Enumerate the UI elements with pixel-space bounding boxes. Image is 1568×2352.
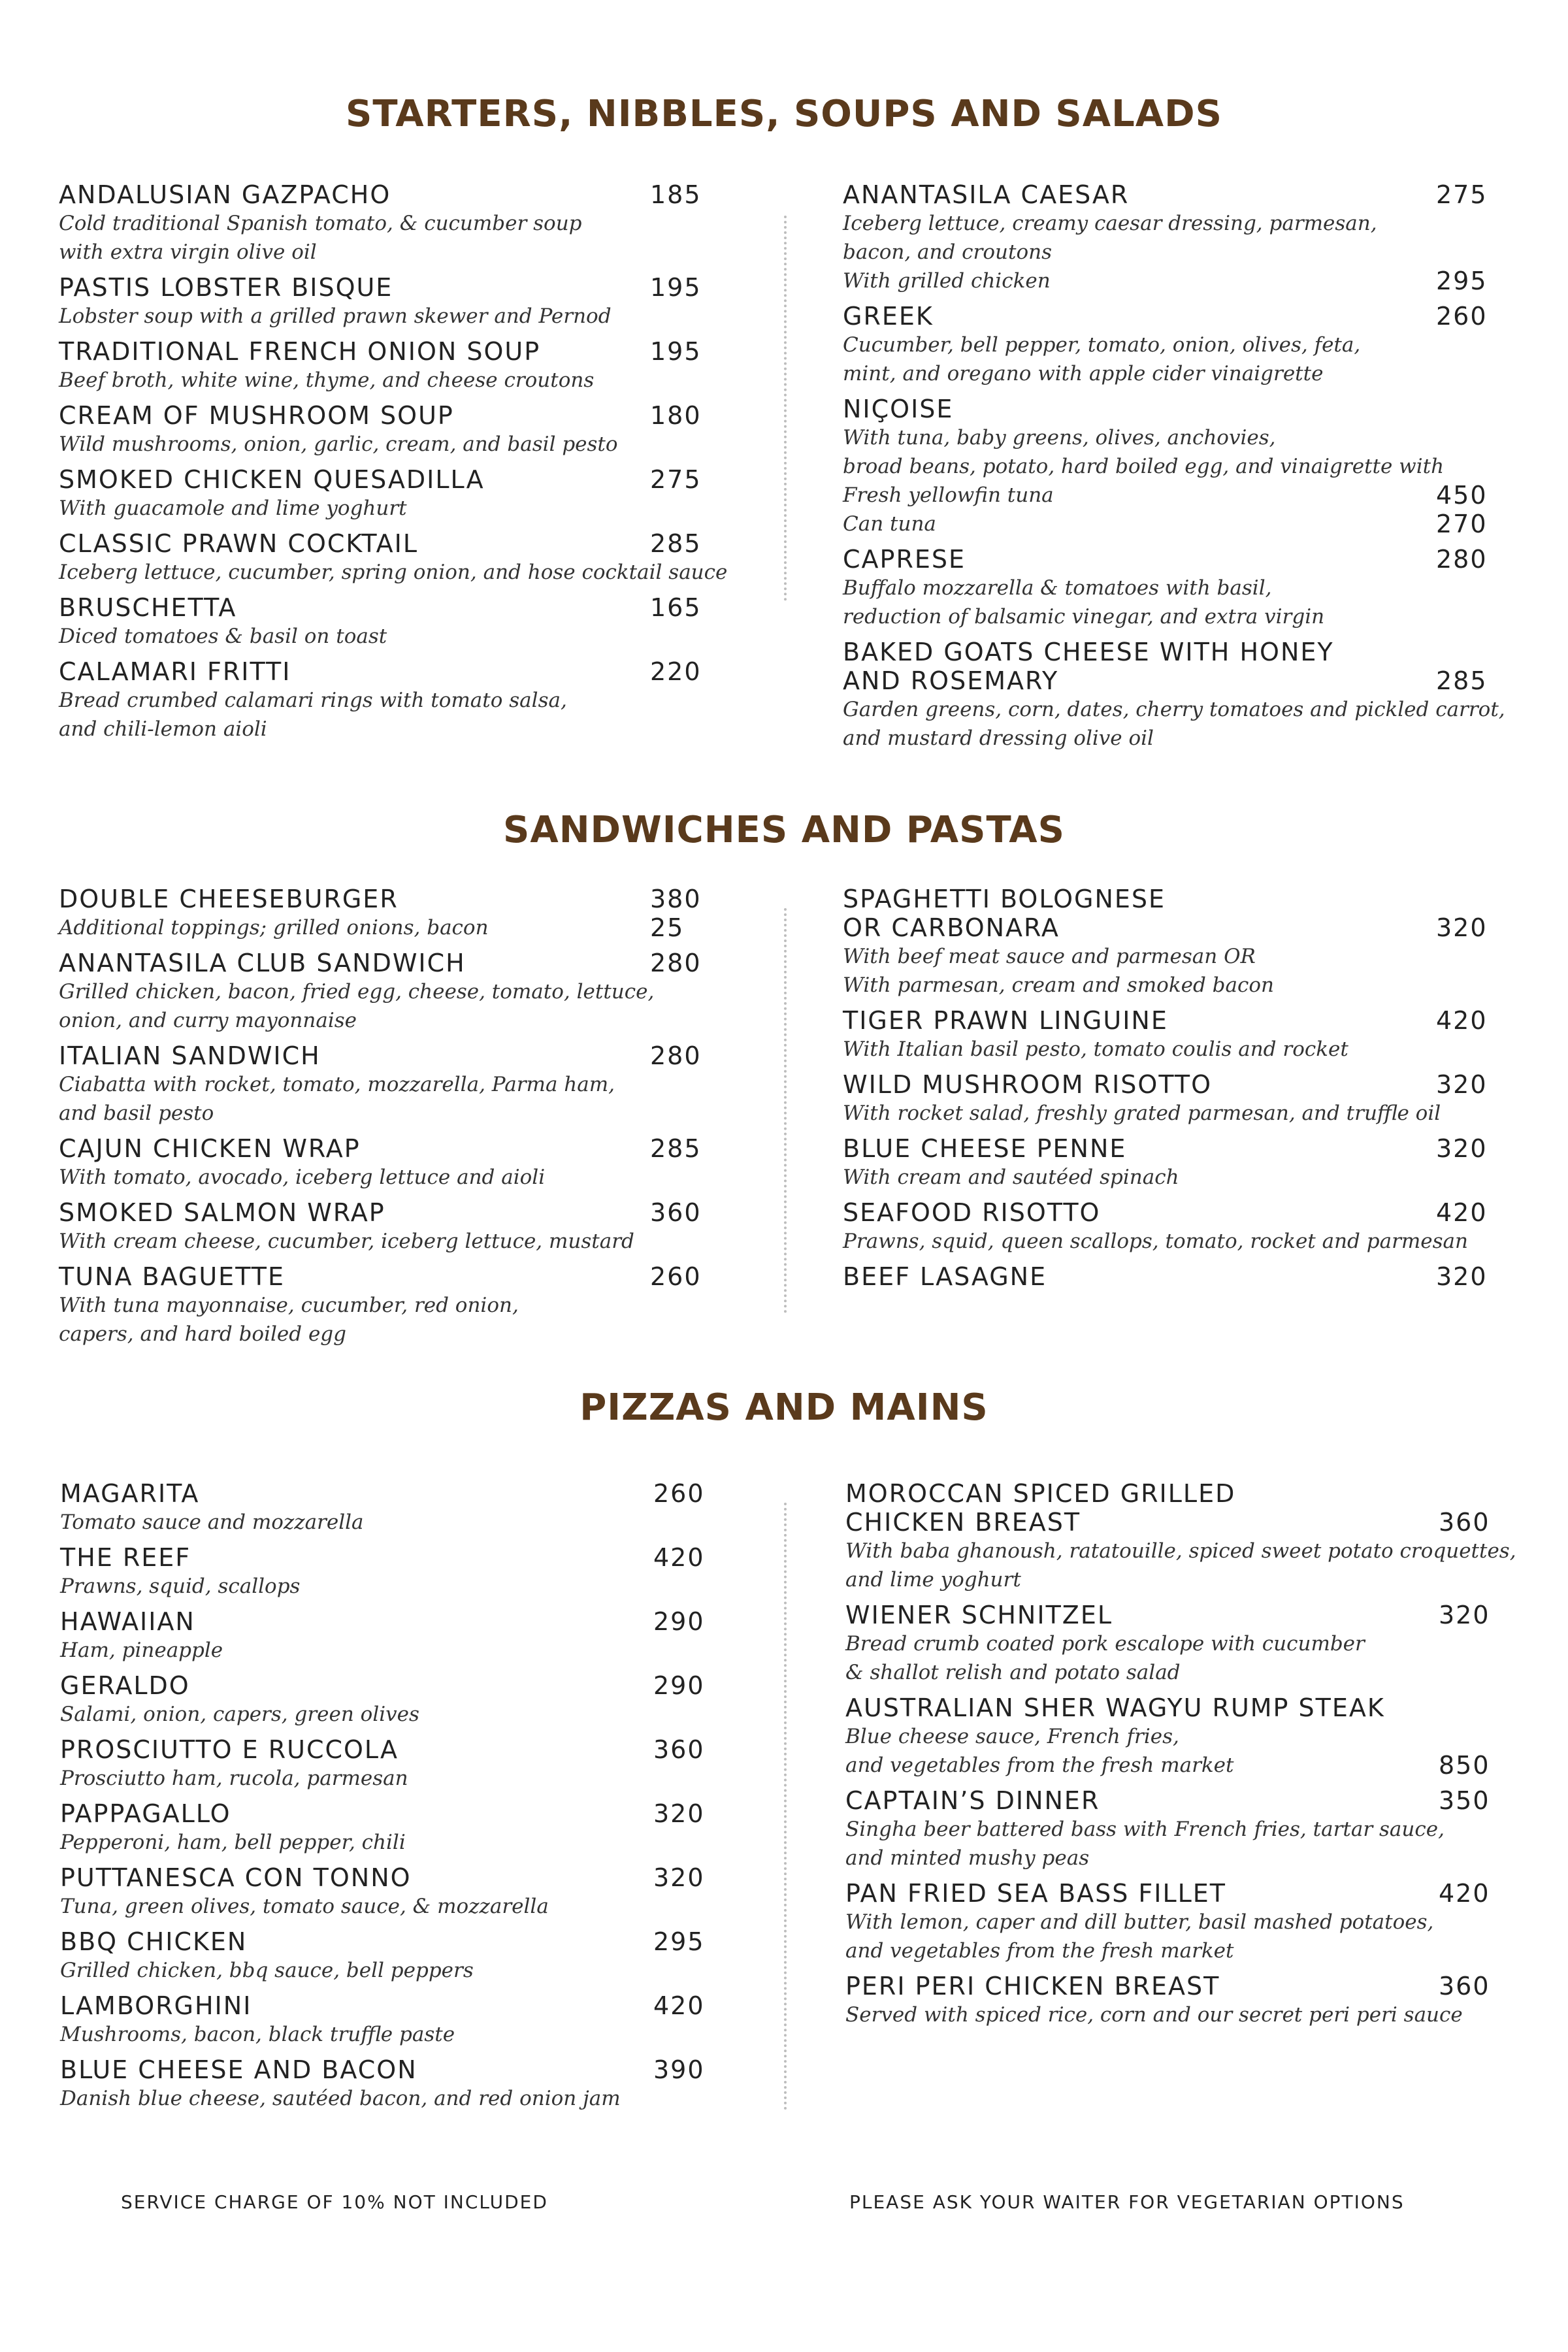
menu-item-name: CLASSIC PRAWN COCKTAIL	[59, 529, 418, 558]
menu-option-label: Additional toppings; grilled onions, bacon	[59, 916, 489, 939]
menu-item	[843, 302, 1522, 388]
menu-item	[843, 180, 1522, 295]
menu-item	[843, 545, 1522, 631]
menu-item-description: Tuna, green olives, tomato sauce, & mozzarella	[60, 1895, 549, 1918]
menu-item-price: 390	[653, 2055, 705, 2084]
menu-item-description: Lobster soup with a grilled prawn skewer and Pernod	[59, 304, 612, 328]
menu-item-description: capers, and hard boiled egg	[59, 1322, 346, 1346]
menu-item-name: BEEF LASAGNE	[843, 1262, 1047, 1291]
menu-item-description: Beef broth, white wine, thyme, and cheese croutons	[59, 368, 595, 392]
menu-item-name: BBQ CHICKEN	[60, 1927, 248, 1956]
menu-item-price: 360	[653, 1735, 705, 1764]
menu-item-price: 290	[653, 1607, 705, 1636]
menu-item-price: 420	[1439, 1879, 1490, 1908]
menu-item-description: With tuna mayonnaise, cucumber, red onion,	[59, 1294, 519, 1317]
menu-item	[60, 2055, 740, 2113]
menu-option-label: With grilled chicken	[843, 269, 1051, 293]
menu-item-price: 420	[653, 1991, 705, 2020]
menu-item	[60, 1927, 740, 1985]
menu-item	[59, 337, 738, 395]
section-title-sandwiches: SANDWICHES AND PASTAS	[503, 809, 1065, 851]
menu-item-description: Mushrooms, bacon, black truffle paste	[60, 2023, 455, 2046]
menu-item-name: PERI PERI CHICKEN BREAST	[845, 1972, 1220, 2001]
menu-item-name: SMOKED SALMON WRAP	[59, 1198, 385, 1227]
sandwiches-column-divider	[784, 908, 787, 1313]
service-charge-note: SERVICE CHARGE OF 10% NOT INCLUDED	[121, 2191, 548, 2213]
menu-item	[59, 657, 738, 743]
menu-option-price: 450	[1436, 481, 1488, 510]
menu-item-name: BLUE CHEESE AND BACON	[60, 2055, 417, 2084]
menu-item	[60, 1991, 740, 2049]
menu-item-option	[845, 1751, 1525, 1780]
menu-item	[843, 1198, 1522, 1256]
menu-item-price: 275	[1436, 180, 1488, 209]
menu-item-description: Ciabatta with rocket, tomato, mozzarella, Parma ham,	[59, 1073, 615, 1096]
menu-item-name: TIGER PRAWN LINGUINE	[843, 1006, 1168, 1035]
menu-item-name: SMOKED CHICKEN QUESADILLA	[59, 465, 485, 494]
menu-item-description: Tomato sauce and mozzarella	[60, 1511, 364, 1534]
menu-item	[843, 1070, 1522, 1128]
menu-item-description: With tuna, baby greens, olives, anchovies,	[843, 426, 1276, 449]
menu-option-price: 850	[1439, 1751, 1490, 1780]
menu-item-price: 360	[650, 1198, 702, 1227]
menu-item-description: bacon, and croutons	[843, 240, 1052, 264]
menu-item-price: 195	[650, 337, 702, 366]
menu-item-price: 295	[653, 1927, 705, 1956]
menu-item-description: broad beans, potato, hard boiled egg, and vinaigrette with	[843, 455, 1445, 478]
menu-item-description: onion, and curry mayonnaise	[59, 1009, 357, 1032]
menu-item-price: 180	[650, 401, 702, 430]
menu-item-name: BRUSCHETTA	[59, 593, 237, 622]
menu-item-name: PAN FRIED SEA BASS FILLET	[845, 1879, 1227, 1908]
menu-item	[59, 949, 738, 1035]
menu-item-price: 420	[1436, 1006, 1488, 1035]
menu-item-price: 320	[1436, 1070, 1488, 1099]
menu-item-name: THE REEF	[60, 1543, 191, 1572]
menu-item-price: 165	[650, 593, 702, 622]
menu-item-description: Garden greens, corn, dates, cherry tomatoes and pickled carrot,	[843, 698, 1505, 721]
menu-item-name: PASTIS LOBSTER BISQUE	[59, 273, 393, 302]
menu-item-name: CALAMARI FRITTI	[59, 657, 291, 686]
section-title-pizzas: PIZZAS AND MAINS	[580, 1386, 988, 1429]
menu-item-price: 195	[650, 273, 702, 302]
menu-item-name-continued: OR CARBONARA	[843, 913, 1060, 942]
menu-item-option	[843, 267, 1522, 295]
menu-item	[60, 1863, 740, 1921]
menu-item-name: PAPPAGALLO	[60, 1799, 231, 1828]
menu-item-price: 280	[1436, 545, 1488, 574]
menu-item-name: ITALIAN SANDWICH	[59, 1041, 321, 1070]
menu-item-description: and basil pesto	[59, 1102, 214, 1125]
menu-item-price: 320	[1436, 1134, 1488, 1163]
menu-item-description: and lime yoghurt	[845, 1568, 1021, 1592]
menu-item	[843, 1262, 1522, 1291]
menu-item-name: PUTTANESCA CON TONNO	[60, 1863, 412, 1892]
menu-item-description: Grilled chicken, bbq sauce, bell peppers	[60, 1959, 474, 1982]
menu-item-description: With beef meat sauce and parmesan OR	[843, 945, 1256, 968]
menu-item-description: Diced tomatoes & basil on toast	[59, 625, 387, 648]
menu-item-name: ANDALUSIAN GAZPACHO	[59, 180, 391, 209]
menu-item	[843, 885, 1522, 1000]
menu-item-name: BLUE CHEESE PENNE	[843, 1134, 1127, 1163]
menu-item-description: Prawns, squid, queen scallops, tomato, rocket and parmesan	[843, 1230, 1468, 1253]
menu-item-description: Danish blue cheese, sautéed bacon, and red onion jam	[60, 2087, 621, 2110]
menu-item-description: Prosciutto ham, rucola, parmesan	[60, 1767, 408, 1790]
menu-item-name: CAPTAIN’S DINNER	[845, 1786, 1100, 1815]
menu-option-price: 270	[1436, 510, 1488, 538]
menu-item-name: TRADITIONAL FRENCH ONION SOUP	[59, 337, 541, 366]
menu-item-name: MAGARITA	[60, 1479, 200, 1508]
menu-item-description: Cold traditional Spanish tomato, & cucumber soup	[59, 212, 582, 235]
menu-item-price: 320	[1439, 1601, 1490, 1629]
menu-item-description: and minted mushy peas	[845, 1846, 1090, 1870]
menu-item-name: BAKED GOATS CHEESE WITH HONEY	[843, 638, 1334, 666]
menu-item-price: 275	[650, 465, 702, 494]
menu-item-name: ANANTASILA CAESAR	[843, 180, 1130, 209]
menu-item-name-continued: AND ROSEMARY	[843, 666, 1059, 695]
menu-item	[59, 1198, 738, 1256]
menu-item	[59, 180, 738, 267]
menu-item-price: 320	[1436, 913, 1488, 942]
menu-item-option	[59, 913, 738, 942]
menu-item-description: Ham, pineapple	[60, 1639, 223, 1662]
starters-left-column	[59, 180, 738, 750]
menu-item	[60, 1607, 740, 1665]
menu-item	[59, 885, 738, 942]
menu-item	[59, 1041, 738, 1128]
menu-item-description: With baba ghanoush, ratatouille, spiced sweet potato croquettes,	[845, 1539, 1516, 1563]
menu-item-name: SEAFOOD RISOTTO	[843, 1198, 1101, 1227]
menu-item	[60, 1799, 740, 1857]
menu-item-description: Grilled chicken, bacon, fried egg, cheese, tomato, lettuce,	[59, 980, 655, 1004]
menu-item-description: With tomato, avocado, iceberg lettuce and aioli	[59, 1166, 546, 1189]
menu-item	[845, 1693, 1525, 1780]
menu-item-name: ANANTASILA CLUB SANDWICH	[59, 949, 466, 977]
menu-item-description: with extra virgin olive oil	[59, 240, 317, 264]
menu-option-label: and vegetables from the fresh market	[845, 1754, 1234, 1777]
menu-item-description: Blue cheese sauce, French fries,	[845, 1725, 1179, 1748]
menu-item-description: Iceberg lettuce, cucumber, spring onion, and hose cocktail sauce	[59, 561, 728, 584]
menu-item-description: reduction of balsamic vinegar, and extra virgin	[843, 605, 1325, 629]
menu-item-name: AUSTRALIAN SHER WAGYU RUMP STEAK	[845, 1693, 1385, 1722]
menu-item-description: Prawns, squid, scallops	[60, 1575, 301, 1598]
menu-item-description: With Italian basil pesto, tomato coulis and rocket	[843, 1037, 1348, 1061]
menu-item-price: 280	[650, 949, 702, 977]
menu-item-name: GREEK	[843, 302, 934, 331]
menu-item-price: 260	[1436, 302, 1488, 331]
section-title-starters: STARTERS, NIBBLES, SOUPS AND SALADS	[346, 93, 1222, 135]
menu-item-name: DOUBLE CHEESEBURGER	[59, 885, 399, 913]
vegetarian-options-note: PLEASE ASK YOUR WAITER FOR VEGETARIAN OPTIONS	[849, 2191, 1405, 2213]
menu-item	[845, 1786, 1525, 1872]
menu-item-price: 320	[653, 1799, 705, 1828]
menu-item-price: 350	[1439, 1786, 1490, 1815]
menu-item-description: Bread crumbed calamari rings with tomato salsa,	[59, 689, 567, 712]
menu-item-description: With cream cheese, cucumber, iceberg lettuce, mustard	[59, 1230, 634, 1253]
menu-item-name: MOROCCAN SPICED GRILLED	[845, 1479, 1236, 1508]
menu-item-description: With guacamole and lime yoghurt	[59, 497, 407, 520]
menu-item-price: 260	[650, 1262, 702, 1291]
menu-item	[843, 395, 1522, 538]
menu-option-label: Fresh yellowfin tuna	[843, 483, 1054, 507]
menu-item	[59, 1262, 738, 1348]
menu-item-description: Served with spiced rice, corn and our secret peri peri sauce	[845, 2003, 1463, 2027]
menu-item-price: 380	[650, 885, 702, 913]
menu-item-price: 260	[653, 1479, 705, 1508]
menu-item	[845, 1479, 1525, 1594]
menu-item-price: 285	[650, 1134, 702, 1163]
menu-item	[843, 1134, 1522, 1192]
menu-item-name: CREAM OF MUSHROOM SOUP	[59, 401, 454, 430]
menu-item-name: GERALDO	[60, 1671, 190, 1700]
menu-item-option	[843, 510, 1522, 538]
menu-item-name: PROSCIUTTO E RUCCOLA	[60, 1735, 399, 1764]
menu-item-price: 280	[650, 1041, 702, 1070]
menu-item-description: & shallot relish and potato salad	[845, 1661, 1181, 1684]
menu-item	[59, 465, 738, 523]
menu-item-price: 185	[650, 180, 702, 209]
menu-item	[60, 1735, 740, 1793]
menu-item	[59, 273, 738, 331]
menu-item-description: With parmesan, cream and smoked bacon	[843, 973, 1274, 997]
menu-item-name: CAPRESE	[843, 545, 966, 574]
menu-item-description: and mustard dressing olive oil	[843, 727, 1154, 750]
menu-item	[59, 401, 738, 459]
menu-item-name-continued: CHICKEN BREAST	[845, 1508, 1081, 1537]
menu-item-price: 420	[1436, 1198, 1488, 1227]
menu-item-description: With rocket salad, freshly grated parmesan, and truffle oil	[843, 1102, 1441, 1125]
menu-item-name: LAMBORGHINI	[60, 1991, 252, 2020]
menu-item	[60, 1543, 740, 1601]
menu-item-name: NIÇOISE	[843, 395, 954, 423]
pastas-right-column	[843, 885, 1522, 1298]
menu-item-description: Pepperoni, ham, bell pepper, chili	[60, 1831, 406, 1854]
menu-item	[845, 1972, 1525, 2029]
menu-item-name: TUNA BAGUETTE	[59, 1262, 285, 1291]
menu-item-description: Wild mushrooms, onion, garlic, cream, and basil pesto	[59, 433, 618, 456]
menu-item-name: CAJUN CHICKEN WRAP	[59, 1134, 361, 1163]
menu-option-label: Can tuna	[843, 512, 936, 536]
menu-item	[845, 1601, 1525, 1687]
menu-item-price: 420	[653, 1543, 705, 1572]
menu-item-description: Cucumber, bell pepper, tomato, onion, olives, feta,	[843, 333, 1361, 357]
menu-item-name: SPAGHETTI BOLOGNESE	[843, 885, 1166, 913]
menu-item-description: With cream and sautéed spinach	[843, 1166, 1179, 1189]
menu-item-description: and chili-lemon aioli	[59, 717, 267, 741]
menu-item-price: 360	[1439, 1508, 1490, 1537]
menu-item-price: 320	[1436, 1262, 1488, 1291]
menu-item-description: Singha beer battered bass with French fries, tartar sauce,	[845, 1818, 1445, 1841]
menu-item-name: WIENER SCHNITZEL	[845, 1601, 1113, 1629]
menu-option-price: 295	[1436, 267, 1488, 295]
mains-right-column	[845, 1479, 1525, 2036]
menu-item-price: 360	[1439, 1972, 1490, 2001]
menu-item	[60, 1479, 740, 1537]
menu-item	[59, 529, 738, 587]
menu-item	[843, 638, 1522, 753]
menu-item-description: Buffalo mozzarella & tomatoes with basil,	[843, 576, 1272, 600]
pizzas-left-column	[60, 1479, 740, 2119]
menu-option-price: 25	[650, 913, 685, 942]
sandwiches-left-column	[59, 885, 738, 1355]
menu-item	[59, 1134, 738, 1192]
starters-right-column	[843, 180, 1522, 759]
menu-item	[843, 1006, 1522, 1064]
menu-item	[59, 593, 738, 651]
menu-item-description: With lemon, caper and dill butter, basil mashed potatoes,	[845, 1910, 1434, 1934]
menu-item-description: and vegetables from the fresh market	[845, 1939, 1234, 1963]
menu-item-description: Bread crumb coated pork escalope with cucumber	[845, 1632, 1365, 1656]
menu-item	[60, 1671, 740, 1729]
menu-item-price: 220	[650, 657, 702, 686]
menu-item-name: WILD MUSHROOM RISOTTO	[843, 1070, 1212, 1099]
menu-item-price: 285	[1436, 666, 1488, 695]
menu-item-name: HAWAIIAN	[60, 1607, 195, 1636]
menu-item-description: Iceberg lettuce, creamy caesar dressing, parmesan,	[843, 212, 1377, 235]
menu-item	[845, 1879, 1525, 1965]
menu-item-price: 285	[650, 529, 702, 558]
menu-item-description: Salami, onion, capers, green olives	[60, 1703, 419, 1726]
menu-item-option	[843, 481, 1522, 510]
starters-column-divider	[784, 216, 787, 601]
menu-item-price: 320	[653, 1863, 705, 1892]
menu-item-price: 290	[653, 1671, 705, 1700]
menu-item-description: mint, and oregano with apple cider vinaigrette	[843, 362, 1324, 385]
pizzas-column-divider	[784, 1503, 787, 2110]
